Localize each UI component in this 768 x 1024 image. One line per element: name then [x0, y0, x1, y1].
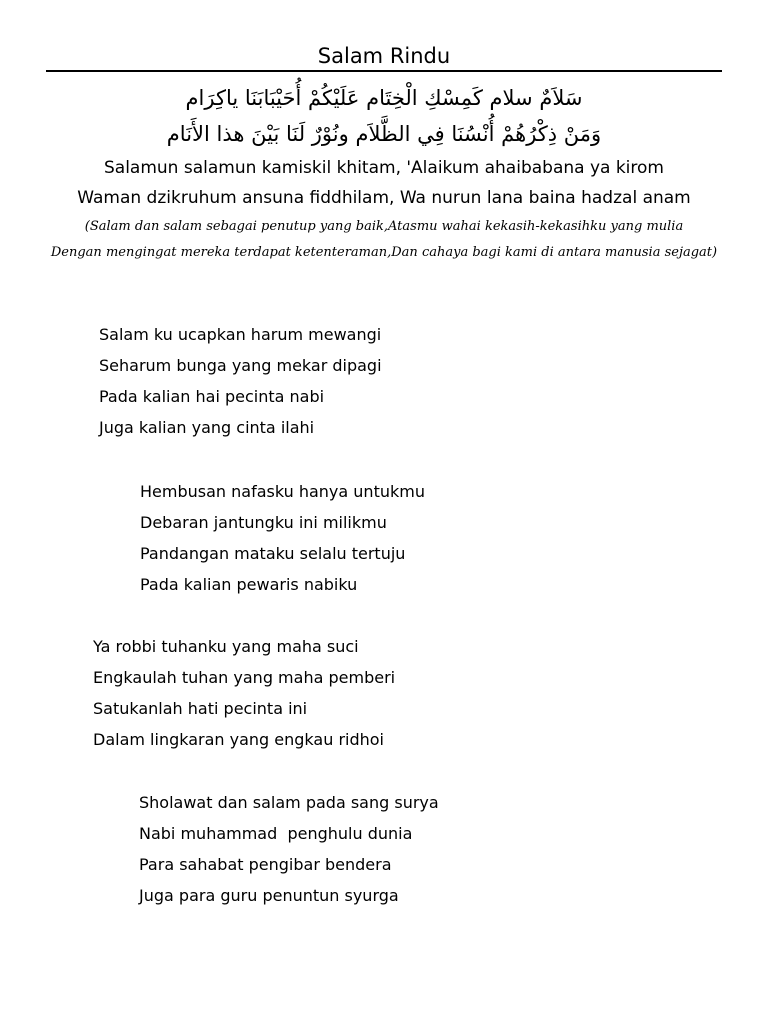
stanza-line: Satukanlah hati pecinta ini	[93, 699, 308, 718]
stanza-2	[140, 476, 425, 600]
stanza-line: Dalam lingkaran yang engkau ridhoi	[93, 730, 384, 749]
stanza-line: Juga para guru penuntun syurga	[139, 886, 399, 905]
stanza-line: Engkaulah tuhan yang maha pemberi	[93, 668, 396, 687]
stanza-line: Debaran jantungku ini milikmu	[140, 513, 387, 532]
arabic-verse-line-2: وَمَنْ ذِكْرُهُمْ أُنْسُنَا فِي الظَّلاَم ونُوْرٌ لَنَا بَيْنَ هذا الأَنَام	[166, 122, 602, 146]
poem-title: Salam Rindu	[317, 44, 451, 68]
stanza-line: Pada kalian pewaris nabiku	[140, 575, 358, 594]
stanza-line: Nabi muhammad penghulu dunia	[139, 824, 413, 843]
stanza-line: Pada kalian hai pecinta nabi	[99, 387, 325, 406]
stanza-line: Para sahabat pengibar bendera	[139, 855, 392, 874]
stanza-4	[139, 787, 439, 911]
stanza-1	[99, 319, 382, 443]
transliteration-line-2: Waman dzikruhum ansuna fiddhilam, Wa nurun lana baina hadzal anam	[77, 188, 691, 208]
stanza-3	[93, 631, 395, 755]
transliteration-line-1: Salamun salamun kamiskil khitam, 'Alaikum ahaibabana ya kirom	[104, 158, 664, 178]
translation-line-1: (Salam dan salam sebagai penutup yang baik,Atasmu wahai kekasih-kekasihku yang mulia	[84, 219, 684, 234]
title-underline-rule	[46, 70, 722, 72]
stanza-line: Sholawat dan salam pada sang surya	[139, 793, 439, 812]
stanza-line: Seharum bunga yang mekar dipagi	[99, 356, 382, 375]
stanza-line: Juga kalian yang cinta ilahi	[99, 418, 315, 437]
translation-line-2: Dengan mengingat mereka terdapat ketenteraman,Dan cahaya bagi kami di antara manusia sejagat)	[50, 245, 718, 260]
stanza-line: Pandangan mataku selalu tertuju	[140, 544, 406, 563]
stanza-line: Ya robbi tuhanku yang maha suci	[93, 637, 359, 656]
stanza-line: Salam ku ucapkan harum mewangi	[99, 325, 382, 344]
arabic-verse-line-1: سَلاَمٌ سلام كَمِسْكِ الْخِتَام عَلَيْكُمْ أُحَيْبَابَنَا ياكِرَام	[185, 86, 583, 110]
stanza-line: Hembusan nafasku hanya untukmu	[140, 482, 425, 501]
